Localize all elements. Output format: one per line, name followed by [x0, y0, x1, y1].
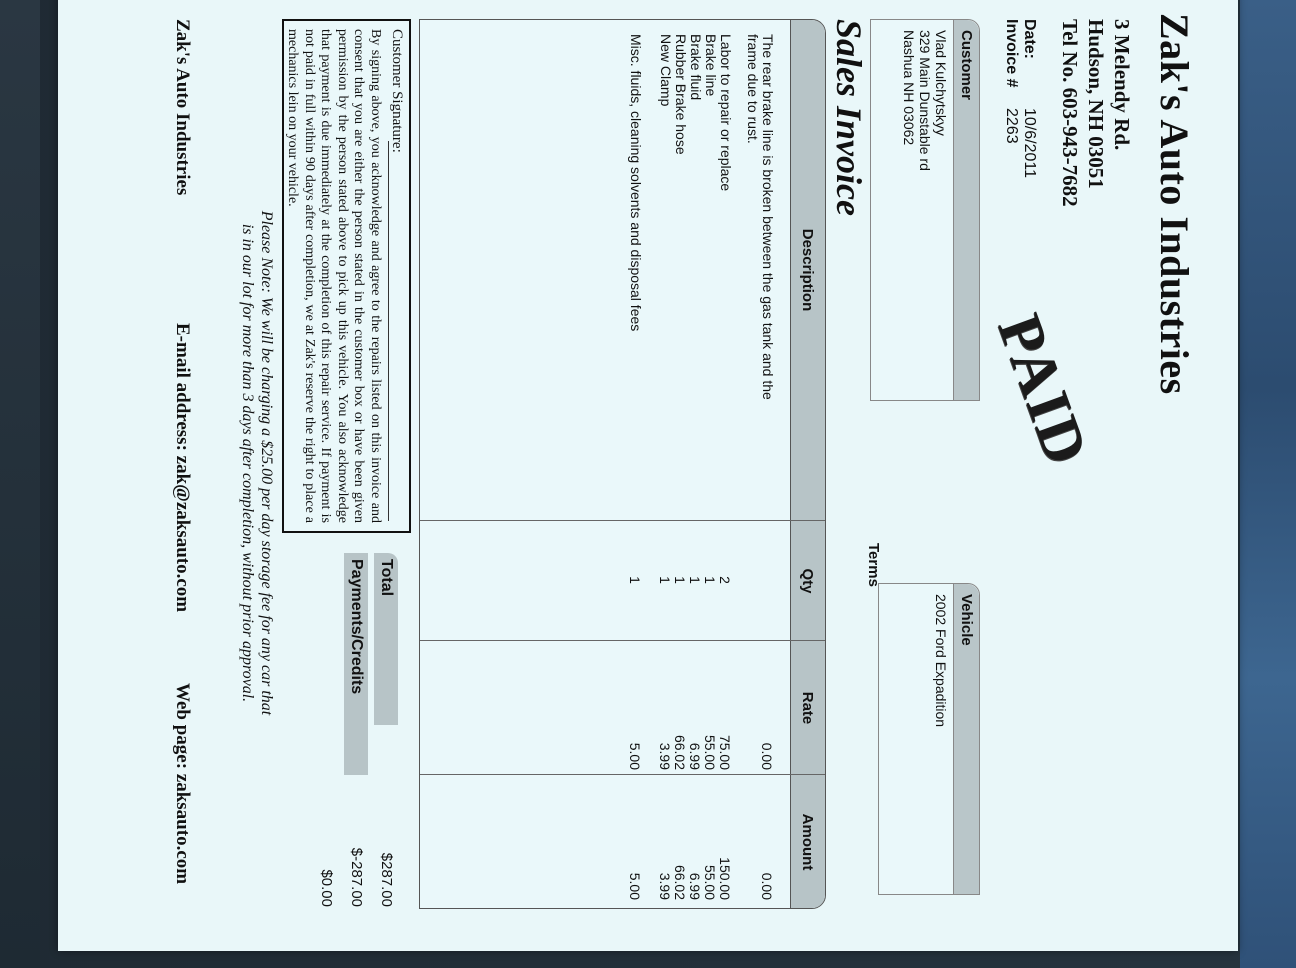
row-qty: 1: [687, 576, 703, 584]
vehicle-box: [878, 583, 980, 895]
row-description: Rubber Brake hose: [673, 34, 689, 155]
signature-label: Customer Signature:: [389, 29, 405, 153]
row-amount: 66.02: [672, 864, 688, 900]
total-label: Total: [374, 553, 398, 725]
note-line-2: is in our lot for more than 3 days after completion, without prior approval.: [239, 223, 256, 703]
row-amount: 6.99: [687, 872, 703, 900]
row-qty: 1: [672, 576, 688, 584]
terms-label: Terms: [865, 543, 882, 587]
date-label: Date:: [1021, 19, 1038, 60]
payments-label: Payments/Credits: [344, 553, 368, 775]
col-header-qty: Qty: [790, 520, 825, 641]
row-rate: 6.99: [687, 742, 703, 770]
row-rate: 0.00: [759, 742, 775, 770]
column-divider: [420, 520, 825, 521]
row-amount: 3.99: [657, 872, 673, 900]
line-items-table: [419, 19, 826, 909]
row-description: Labor to repair or replace: [718, 34, 734, 192]
row-description: Brake line: [703, 34, 719, 97]
row-amount: 0.00: [759, 872, 775, 900]
date-value: 10/6/2011: [1021, 108, 1038, 178]
row-rate: 55.00: [702, 734, 718, 770]
customer-name: Vlad Kulchytskyy: [933, 30, 949, 136]
col-header-description: Description: [790, 20, 825, 520]
row-rate: 66.02: [672, 734, 688, 770]
signature-terms: By signing above, you acknowledge and agree to the repairs listed on this invoice and consent that you are either the person stated in the customer box or have been given permission by the person stated above to pick up this vehicle. You also acknowledge that payment is due immediately at the completion of this repair service. If payment is not paid in full within 90 days after completion, we at Zak's reserve the right to place a mechanics lein on your vehicle.: [285, 29, 383, 523]
row-rate: 5.00: [627, 742, 643, 770]
signature-box: [282, 19, 411, 533]
invoice-sheet: [58, 0, 1238, 951]
page-title: Sales Invoice: [829, 19, 869, 216]
payments-value: $-287.00: [348, 847, 365, 907]
company-phone: Tel No. 603-943-7682: [1058, 19, 1082, 207]
row-qty: 1: [627, 576, 643, 584]
footer-email: E-mail address: zak@zaksauto.com: [172, 323, 193, 613]
row-description: The rear brake line is broken between the gas tank and the frame due to rust.: [745, 34, 776, 400]
row-amount: 150.00: [717, 857, 733, 900]
background-fabric: [1240, 0, 1296, 968]
invoice-number-label: Invoice #: [1003, 19, 1020, 88]
row-description: Misc. fluids, cleaning solvents and disposal fees: [628, 34, 644, 332]
customer-header: Customer: [953, 20, 979, 400]
col-header-rate: Rate: [790, 640, 825, 775]
row-description: New Clamp: [658, 34, 674, 107]
row-qty: 2: [717, 576, 733, 584]
customer-box: [870, 19, 980, 401]
note-line-1: Please Note: We will be charging a $25.00 per day storage fee for any car that: [258, 210, 275, 716]
company-city: Hudson, NH 03051: [1084, 19, 1108, 189]
balance-value: $0.00: [318, 869, 335, 907]
background-left: [0, 0, 40, 968]
vehicle-value: 2002 Ford Expadition: [933, 594, 949, 728]
row-qty: 1: [657, 576, 673, 584]
signature-line: [388, 141, 389, 521]
invoice-number-value: 2263: [1003, 108, 1020, 144]
footer-web: Web page: zaksauto.com: [172, 683, 193, 885]
row-description: Brake fluid: [688, 34, 704, 101]
company-street: 3 Melendy Rd.: [1110, 19, 1134, 151]
row-qty: 1: [702, 576, 718, 584]
footer-company: Zak's Auto Industries: [172, 19, 193, 196]
company-name: Zak's Auto Industries: [1152, 13, 1197, 395]
storage-fee-note: [238, 19, 276, 907]
customer-city: Nashua NH 03062: [901, 30, 917, 146]
vehicle-header: Vehicle: [953, 584, 979, 894]
column-divider: [420, 774, 825, 775]
row-amount: 5.00: [627, 872, 643, 900]
total-value: $287.00: [378, 852, 395, 907]
row-rate: 75.00: [717, 734, 733, 770]
row-amount: 55.00: [702, 864, 718, 900]
col-header-amount: Amount: [790, 774, 825, 909]
paid-stamp: PAID: [984, 305, 1102, 475]
row-rate: 3.99: [657, 742, 673, 770]
customer-street: 329 Main Dunstable rd: [917, 30, 933, 171]
